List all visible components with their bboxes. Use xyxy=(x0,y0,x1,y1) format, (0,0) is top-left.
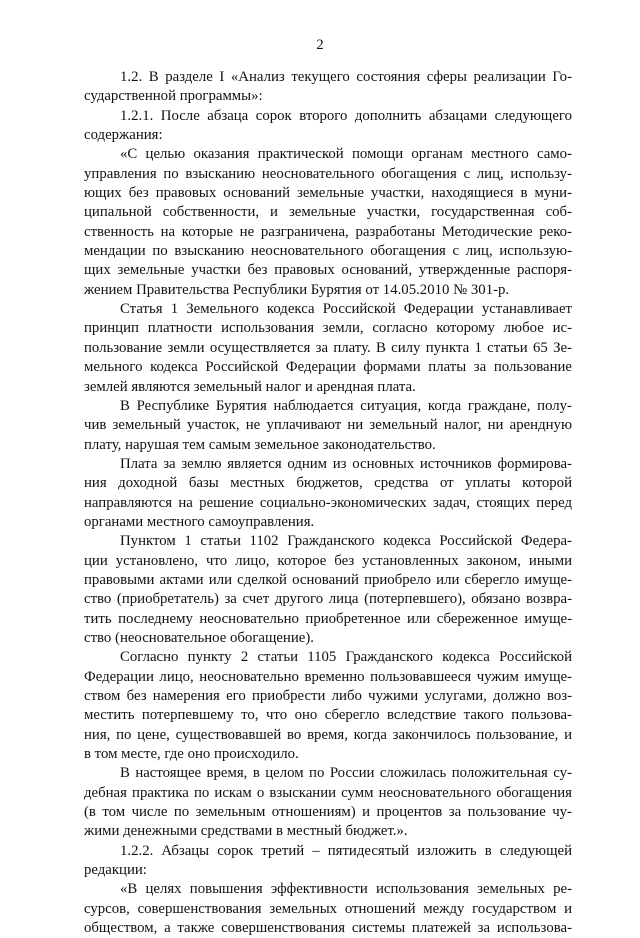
text-line: Согласно пункту 2 статьи 1105 Гражданского кодекса Российской xyxy=(120,649,572,666)
page-number: 2 xyxy=(316,37,324,53)
text-line: 1.2. В разделе I «Анализ текущего состояния сферы реализации Го- xyxy=(120,69,572,85)
text-line: землей являются земельный налог и арендная плата. xyxy=(84,378,416,395)
text-line: сударственной программы»: xyxy=(84,88,263,105)
text-line: 1.2.2. Абзацы сорок третий – пятидесятый изложить в следующей xyxy=(120,842,572,859)
text-line: В настоящее время, в целом по России сложилась положительная су- xyxy=(120,765,572,782)
text-line: пользование земли осуществляется за плату. В силу пункта 1 статьи 65 Зе- xyxy=(84,339,572,356)
text-line: дебная практика по искам о взыскании сумм неосновательного обогащения xyxy=(84,784,572,801)
text-line: направляются на решение социально-экономических задач, стоящих перед xyxy=(84,494,572,511)
text-line: ципальной собственности, и земельные участки, государственная соб- xyxy=(84,204,572,221)
text-line: «В целях повышения эффективности использования земельных ре- xyxy=(120,881,572,898)
text-line: сурсов, совершенствования земельных отношений между государством и xyxy=(84,900,572,917)
text-line: жением Правительства Республики Бурятия от 14.05.2010 № 301-р. xyxy=(84,281,510,298)
text-line: правовыми актами или сделкой оснований приобрело или сберегло имуще- xyxy=(84,571,572,588)
text-line: ство (приобретатель) за счет другого лица (потерпевшего), обязано возвра- xyxy=(84,591,572,608)
text-line: В Республике Бурятия наблюдается ситуация, когда граждане, полу- xyxy=(120,397,572,414)
text-line: местить потерпевшему то, что оно сберегло вследствие такого пользова- xyxy=(84,707,572,724)
text-line: Статья 1 Земельного кодекса Российской Федерации устанавливает xyxy=(120,301,572,318)
text-line: «С целью оказания практической помощи органам местного само- xyxy=(120,146,572,163)
text-line: 1.2.1. После абзаца сорок второго дополнить абзацами следующего xyxy=(120,107,572,124)
text-line: щих земельные участки без правовых оснований, утвержденные распоря- xyxy=(84,262,572,279)
text-line: плату, нарушая тем самым земельное законодательство. xyxy=(84,436,436,453)
text-line: (в том числе по земельным отношениям) и процентов за пользование чу- xyxy=(84,804,572,821)
text-line: содержания: xyxy=(84,127,163,144)
text-line: мендации по взысканию неосновательного обогащения с лиц, использую- xyxy=(84,243,572,260)
text-line: Пунктом 1 статьи 1102 Гражданского кодекса Российской Федера- xyxy=(120,533,572,550)
text-line: в том месте, где оно происходило. xyxy=(84,746,299,763)
text-line: ственность на которые не разграничена, разработаны Методические реко- xyxy=(84,223,572,240)
text-line: обществом, а также совершенствования системы платежей за использова- xyxy=(84,920,572,937)
text-line: органами местного самоуправления. xyxy=(84,513,315,530)
text-line: чив земельный участок, не уплачивают ни земельный налог, ни арендную xyxy=(84,417,572,434)
text-line: ния, по цене, существовавшей во время, когда закончилось пользование, и xyxy=(84,726,572,743)
text-line: ции установлено, что лицо, которое без установленных законом, иными xyxy=(84,552,572,569)
text-line: тить последнему неосновательно приобретенное или сбереженное имуще- xyxy=(84,610,572,627)
text-line: ющих без правовых оснований земельные участки, находящиеся в муни- xyxy=(84,185,572,202)
text-line: жими денежными средствами в местный бюджет.». xyxy=(84,823,408,840)
text-line: принцип платности использования земли, согласно которому любое ис- xyxy=(84,320,572,337)
text-line: редакции: xyxy=(84,862,147,879)
text-line: ния доходной базы местных бюджетов, средства от уплаты которой xyxy=(84,475,572,492)
document-body xyxy=(84,68,572,938)
text-line: Федерации лицо, неосновательно временно пользовавшееся чужим имуще- xyxy=(84,668,572,685)
text-line: мельного кодекса Российской Федерации формами платы за пользование xyxy=(84,359,572,376)
text-line: ством без намерения его приобрести либо чужими услугами, должно воз- xyxy=(84,688,572,704)
text-line: Плата за землю является одним из основных источников формирова- xyxy=(120,455,572,472)
text-line: управления по взысканию неосновательного обогащения с лиц, использу- xyxy=(84,165,572,182)
text-line: ство (неосновательное обогащение). xyxy=(84,629,314,646)
